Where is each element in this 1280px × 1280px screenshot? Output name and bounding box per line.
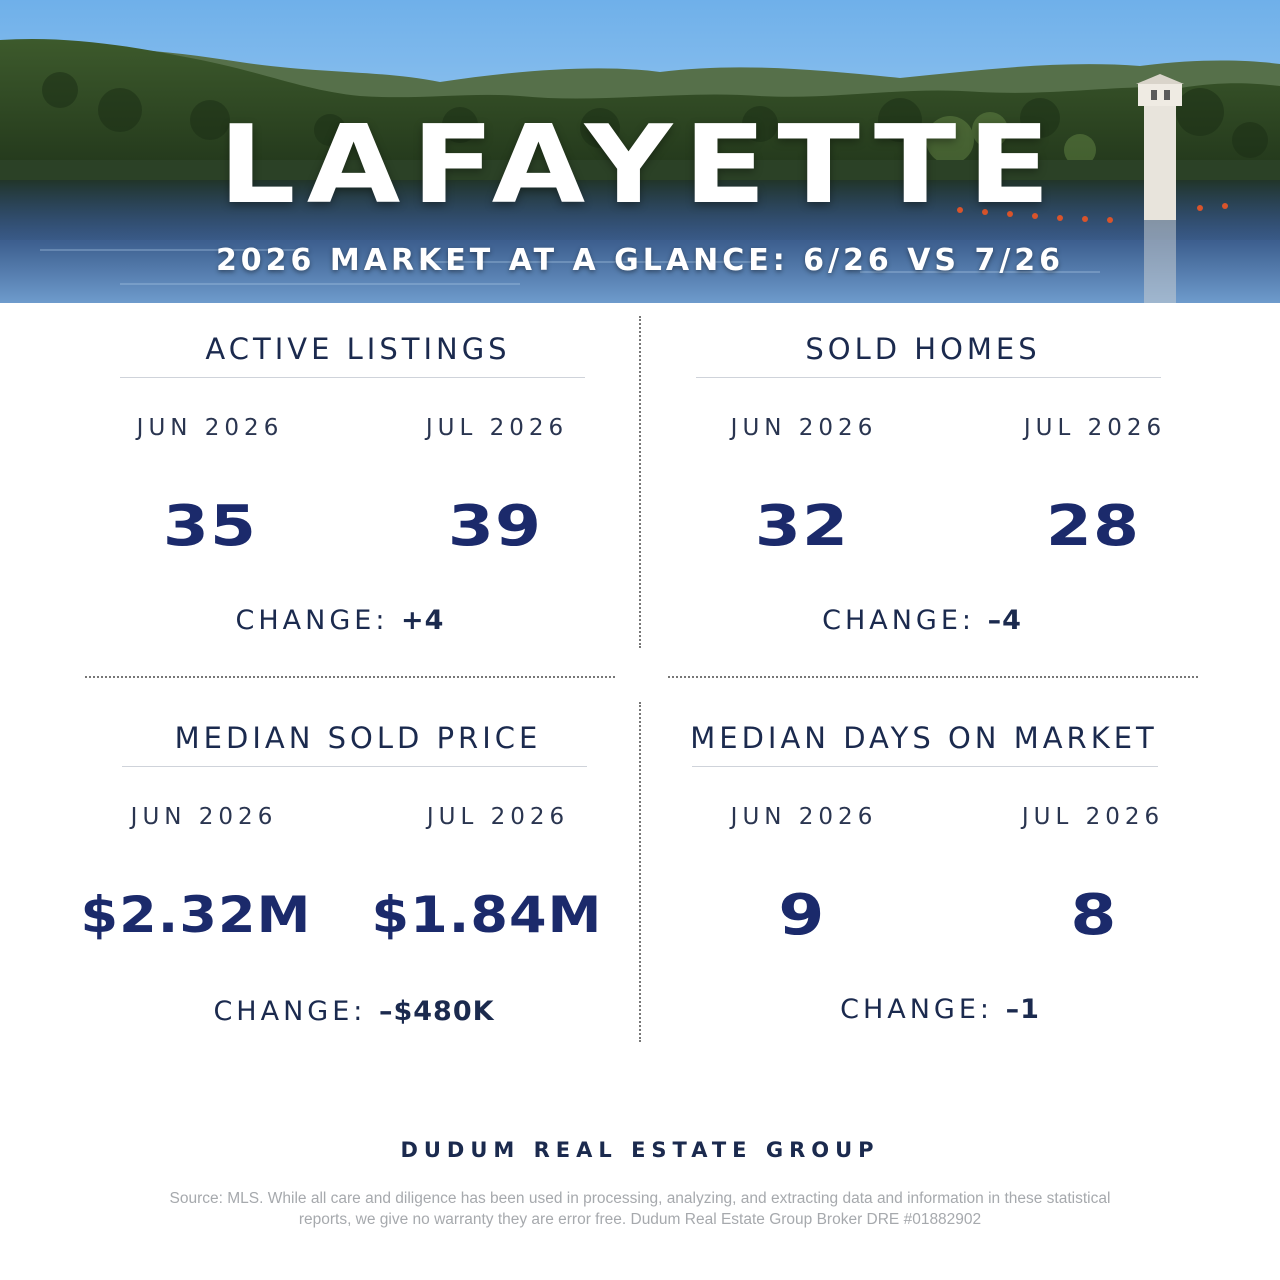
month-label-a: JUN 2026 [730,415,878,441]
source-disclaimer: Source: MLS. While all care and diligence has been used in processing, analyzing, and extracting data and information in these statistical reports, we give no warranty they are error free. Dudum Real Estate Group Broker DRE #01882902 [169,1190,1111,1228]
stat-value-a: 9 [778,883,826,948]
panel-heading: SOLD HOMES [805,332,1041,366]
month-label-a: JUN 2026 [130,804,278,830]
report-subtitle: 2026 MARKET AT A GLANCE: 6/26 VS 7/26 [215,243,1065,278]
heading-rule [122,766,587,767]
change-value: –1 [1005,994,1040,1025]
stat-value-b: 28 [1045,494,1141,559]
stat-value-a: $2.32M [80,886,312,944]
stat-value-a: 32 [754,494,850,559]
change-line [602,607,1242,634]
month-label-b: JUL 2026 [425,415,569,441]
panel-sold-homes [640,303,1280,683]
stat-value-b: 8 [1070,883,1118,948]
heading-rule [120,377,585,378]
panel-active-listings [0,303,640,683]
heading-rule [696,377,1161,378]
change-line [620,996,1260,1023]
change-label: CHANGE: [213,996,367,1027]
panel-median-days-on-market [640,692,1280,1052]
hero-banner [0,0,1280,303]
change-label: CHANGE: [822,605,975,636]
month-label-b: JUL 2026 [1023,415,1167,441]
panel-heading: ACTIVE LISTINGS [205,332,511,366]
change-line [34,998,674,1025]
change-value: –$480K [378,996,495,1027]
stat-value-a: 35 [162,494,258,559]
brand-name: DUDUM REAL ESTATE GROUP [400,1138,880,1162]
change-label: CHANGE: [840,994,993,1025]
panel-heading: MEDIAN DAYS ON MARKET [690,721,1158,755]
city-title: LAFAYETTE [218,103,1062,228]
panel-heading: MEDIAN SOLD PRICE [174,721,542,755]
month-label-a: JUN 2026 [730,804,878,830]
change-line [20,607,660,634]
stat-value-b: 39 [447,494,543,559]
month-label-a: JUN 2026 [136,415,284,441]
change-label: CHANGE: [235,605,389,636]
stat-value-b: $1.84M [371,886,603,944]
panel-median-sold-price [0,692,640,1052]
change-value: –4 [987,605,1022,636]
heading-rule [692,766,1158,767]
month-label-b: JUL 2026 [426,804,570,830]
change-value: +4 [401,605,445,636]
month-label-b: JUL 2026 [1021,804,1165,830]
